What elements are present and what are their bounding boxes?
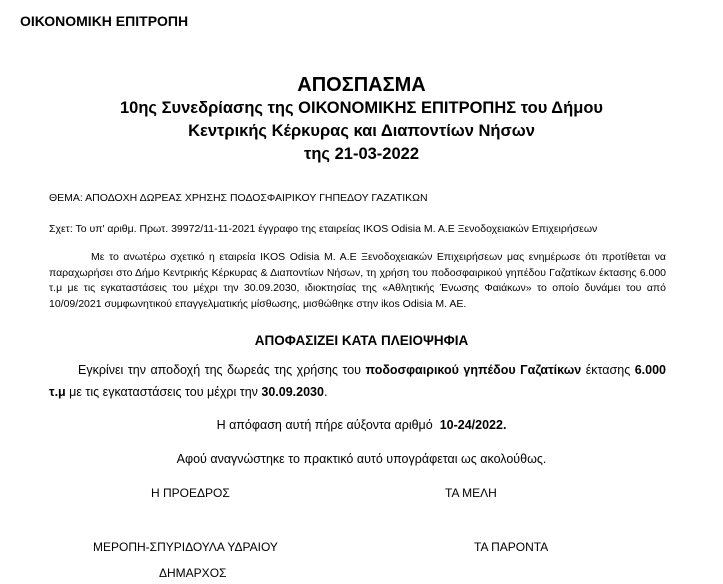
reference-line: Σχετ: Το υπ' αριθμ. Πρωτ. 39972/11-11-2021 έγγραφο της εταιρείας IKOS Odisia Μ. Α.Ε Ξενοδοχειακών Επιχειρήσεων [49, 223, 598, 235]
decision-text-part: Εγκρίνει την αποδοχή της δωρεάς της χρήσης του [78, 363, 366, 377]
chair-name: ΜΕΡΟΠΗ-ΣΠΥΡΙΔΟΥΛΑ ΥΔΡΑΙΟΥ [93, 540, 278, 554]
decision-field-name: ποδοσφαιρικού γηπέδου Γαζατίκων [365, 363, 582, 377]
chair-label: Η ΠΡΟΕΔΡΟΣ [151, 486, 230, 500]
decision-end-date: 30.09.2030 [261, 385, 324, 399]
session-title-line1: 10ης Συνεδρίασης της ΟΙΚΟΝΟΜΙΚΗΣ ΕΠΙΤΡΟΠΗΣ του Δήμου [119, 99, 603, 117]
decision-heading: ΑΠΟΦΑΣΙΖΕΙ ΚΑΤΑ ΠΛΕΙΟΨΗΦΙΑ [254, 333, 469, 348]
session-date: της 21-03-2022 [303, 145, 419, 163]
signing-statement: Αφού αναγνώστηκε το πρακτικό αυτό υπογράφεται ως ακολούθως. [176, 452, 547, 466]
document-title: ΑΠΟΣΠΑΣΜΑ [297, 74, 426, 96]
decision-text-part: έκτασης [581, 363, 635, 377]
members-label: ΤΑ ΜΕΛΗ [445, 486, 497, 500]
members-present: ΤΑ ΠΑΡΟΝΤΑ [474, 540, 549, 554]
decision-number: 10-24/2022. [439, 418, 507, 432]
decision-text [49, 359, 666, 403]
committee-header: ΟΙΚΟΝΟΜΙΚΗ ΕΠΙΤΡΟΠΗ [20, 13, 189, 29]
chair-title: ΔΗΜΑΡΧΟΣ [159, 566, 227, 580]
subject-line: ΘΕΜΑ: ΑΠΟΔΟΧΗ ΔΩΡΕΑΣ ΧΡΗΣΗΣ ΠΟΔΟΣΦΑΙΡΙΚΟΥ ΓΗΠΕΔΟΥ ΓΑΖΑΤΙΚΩΝ [49, 192, 428, 204]
decision-text-part: με τις εγκαταστάσεις του μέχρι την [65, 385, 262, 399]
decision-area: 6.000 τ.μ [49, 363, 666, 399]
decision-number-line [0, 418, 723, 432]
session-title-line2: Κεντρικής Κέρκυρας και Διαποντίων Νήσων [188, 122, 535, 140]
body-paragraph: Με το ανωτέρω σχετικό η εταιρεία IKOS Odisia Μ. Α.Ε Ξενοδοχειακών Επιχειρήσεων μας ενημέρωσε ότι προτίθεται να παραχωρήσει στο Δήμο Κεντρικής Κέρκυρας & Διαποντίων Νήσων, τη χρήση του ποδοσφαιρικού γηπέδου Γαζατίκων έκτασης 6.000 τ.μ με τις εγκαταστάσεις του μέχρι την 30.09.2030, ιδιοκτησίας της «Αθλητικής Ένωσης Φαιάκων» το οποίο δυνάμει του από 10/09/2021 συμφωνητικού επαγγελματικής μίσθωσης, μισθώθηκε στην ikos Odisia Μ. ΑΕ. [49, 251, 666, 310]
decision-text-part: . [323, 385, 328, 399]
decision-number-label: Η απόφαση αυτή πήρε αύξοντα αριθμό [216, 418, 437, 432]
